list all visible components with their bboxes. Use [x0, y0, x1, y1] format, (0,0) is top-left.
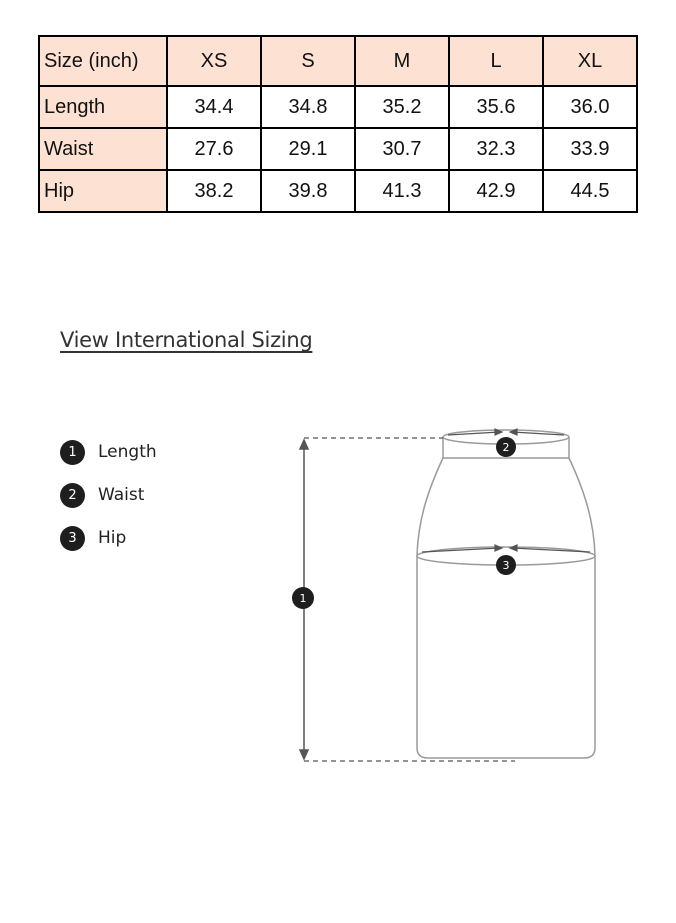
svg-text:3: 3	[502, 559, 510, 572]
waist-marker-badge-icon	[496, 437, 516, 457]
header-size-m: M	[355, 36, 449, 86]
table-cell: 29.1	[261, 128, 355, 170]
header-size-xl: XL	[543, 36, 637, 86]
table-cell: 44.5	[543, 170, 637, 212]
table-cell: 33.9	[543, 128, 637, 170]
length-marker-badge-icon	[292, 587, 314, 609]
hip-marker-badge-icon	[496, 555, 516, 575]
skirt-outline-icon	[417, 430, 595, 758]
svg-text:2: 2	[502, 441, 510, 454]
header-size-l: L	[449, 36, 543, 86]
table-cell: 38.2	[167, 170, 261, 212]
header-size-xs: XS	[167, 36, 261, 86]
svg-text:1: 1	[299, 592, 307, 605]
table-cell: 36.0	[543, 86, 637, 128]
table-cell: 34.4	[167, 86, 261, 128]
table-cell: 35.6	[449, 86, 543, 128]
table-cell: 27.6	[167, 128, 261, 170]
table-cell: 32.3	[449, 128, 543, 170]
row-label-hip: Hip	[39, 170, 167, 212]
legend-label-waist: Waist	[98, 485, 145, 505]
number-one-badge-icon: 1	[60, 440, 85, 465]
view-international-sizing-link[interactable]: View International Sizing	[60, 328, 313, 352]
row-label-length: Length	[39, 86, 167, 128]
table-cell: 41.3	[355, 170, 449, 212]
table-cell: 39.8	[261, 170, 355, 212]
legend-label-length: Length	[98, 442, 157, 462]
row-label-waist: Waist	[39, 128, 167, 170]
number-three-badge-icon: 3	[60, 526, 85, 551]
table-cell: 34.8	[261, 86, 355, 128]
header-label-cell: Size (inch)	[39, 36, 167, 86]
length-guide-lines	[304, 438, 515, 761]
table-cell: 42.9	[449, 170, 543, 212]
legend-label-hip: Hip	[98, 528, 127, 548]
header-size-s: S	[261, 36, 355, 86]
number-two-badge-icon: 2	[60, 483, 85, 508]
table-cell: 30.7	[355, 128, 449, 170]
table-cell: 35.2	[355, 86, 449, 128]
